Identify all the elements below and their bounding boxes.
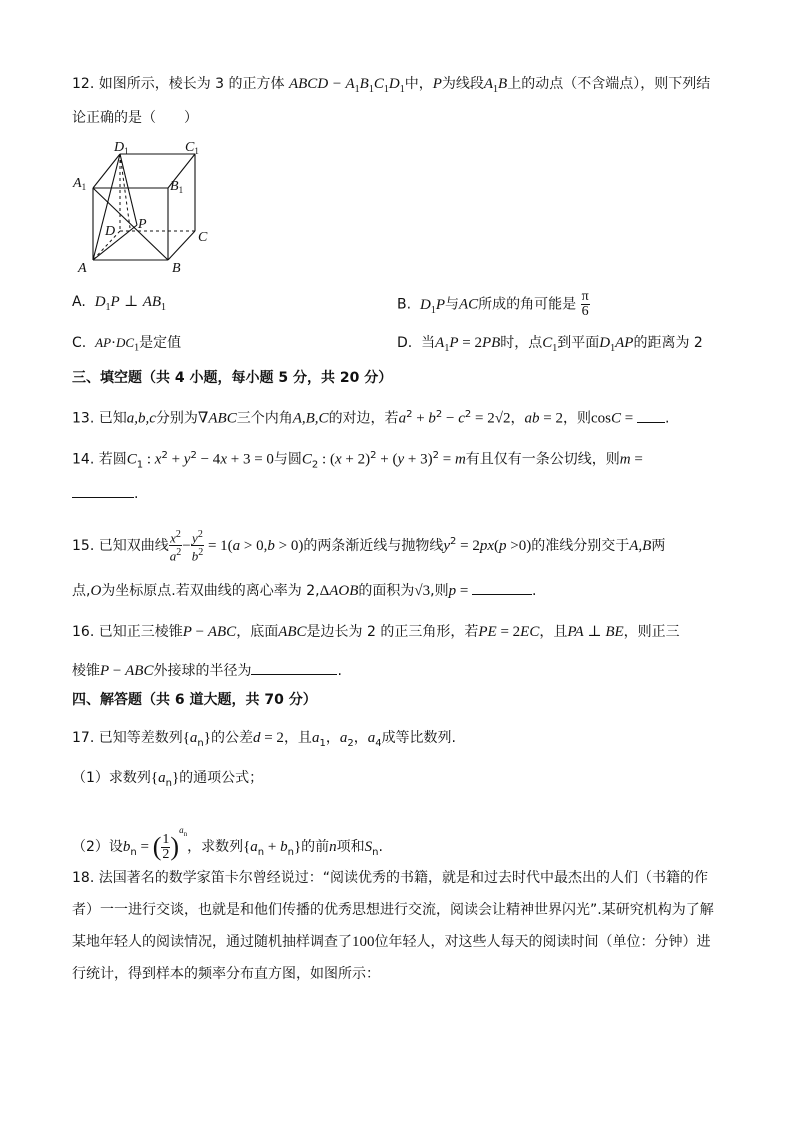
q18-line3: 某地年轻人的阅读情况，通过随机抽样调查了100位年轻人，对这些人每天的阅读时间（单位：分钟）进 bbox=[72, 934, 711, 950]
q14-blank: . bbox=[72, 483, 138, 504]
label-a: A bbox=[78, 261, 87, 276]
q15-line2: 点,O为坐标原点.若双曲线的离心率为 2,ΔAOB的面积为√3,则p = . bbox=[72, 580, 537, 601]
cube-name: ABCD − $A_1B_1C_1D_1$ bbox=[288, 76, 405, 95]
q18-line4: 行统计，得到样本的频率分布直方图，如图所示： bbox=[72, 966, 380, 982]
q12-text: 中， bbox=[404, 76, 433, 92]
q12-text: 12. 如图所示，棱长为 3 的正方体 bbox=[72, 76, 285, 92]
q18-line1: 18. 法国著名的数学家笛卡尔曾经说过：“阅读优秀的书籍，就是和过去时代中最杰出的人们（书籍的作 bbox=[72, 870, 708, 886]
label-b: B bbox=[172, 261, 181, 276]
section-3-heading: 三、填空题（共 4 小题，每小题 5 分，共 20 分） bbox=[72, 370, 393, 386]
var-p: P bbox=[432, 76, 442, 92]
label-c: C bbox=[198, 230, 208, 245]
option-d: D. 当$A_1P = 2PB$时，点$C_1$到平面$D_1AP$的距离为 2 bbox=[397, 335, 703, 354]
q18-line2: 者）一一进行交谈，也就是和他们传播的优秀思想进行交流，阅读会让精神世界闪光”.某研究机构为了解 bbox=[72, 902, 714, 918]
q12-text: 为线段 bbox=[441, 76, 484, 92]
q13: 13. 已知a,b,c分别为∇ABC三个内角A,B,C的对边，若$a^2 + b^2 - c^2 = 2√2$，ab = 2，则cosC = . bbox=[72, 409, 670, 427]
q14: 14. 若圆$C_1$ : $x^2 + y^2 - 4x + 3 = 0$与圆$C_2$ : $(x + 2)^2 + (y + 3)^2 = m$有且仅有一条公切线，则m = bbox=[72, 450, 643, 471]
q17-part1: （1）求数列$\{a_n\}$的通项公式； bbox=[72, 770, 264, 789]
label-a1: $A_1$ bbox=[73, 176, 87, 192]
cube-figure bbox=[70, 138, 220, 278]
section-4-heading: 四、解答题（共 6 道大题，共 70 分） bbox=[72, 692, 317, 708]
q12-line1 bbox=[72, 74, 710, 100]
label-d: D bbox=[105, 224, 116, 239]
q17-line1: 17. 已知等差数列$\{a_n\}$的公差d = 2，且$a_1$，$a_2$，$a_4$成等比数列. bbox=[72, 730, 457, 749]
segment-a1b: $A_1B$ bbox=[483, 76, 508, 95]
label-c1: $C_1$ bbox=[185, 140, 199, 156]
q16-line1: 16. 已知正三棱锥P − ABC，底面ABC是边长为 2 的正三角形，若PE = 2EC，且PA ⊥ BE，则正三 bbox=[72, 624, 680, 640]
option-b: B. $D_1P$与AC所成的角可能是 $\frac{\pi}{6}$ bbox=[397, 289, 589, 319]
label-b1: $B_1$ bbox=[170, 179, 184, 195]
label-p: P bbox=[138, 217, 147, 232]
q12-line2: 论正确的是（ ） bbox=[72, 110, 198, 126]
label-d1: $D_1$ bbox=[114, 140, 129, 156]
option-c: C. $AP\cdot DC_1$是定值 bbox=[72, 335, 182, 354]
q12-text: 上的动点（不含端点），则下列结 bbox=[507, 76, 711, 92]
fraction-pi-6: $\frac{\pi}{6}$ bbox=[581, 289, 589, 319]
q17-part2: （2）设$b_n$ = ( $\frac{1}{2}$ )$^{a_n}$，求数列$\{a_n + b_n\}$的前n项和$S_n$. bbox=[72, 825, 383, 862]
q16-line2: 棱锥P − ABC外接球的半径为 . bbox=[72, 660, 342, 681]
option-a: A. $D_1P$ ⊥ $AB_1$ bbox=[72, 294, 167, 313]
q15-line1: 15. 已知双曲线 $\frac{x^2}{a^2}$ − $\frac{y^2}{b^2}$ = 1(a > 0,b > 0)的两条渐近线与抛物线$y^2 = 2px(p >0)$的准线分别交于A,B两 bbox=[72, 529, 666, 564]
